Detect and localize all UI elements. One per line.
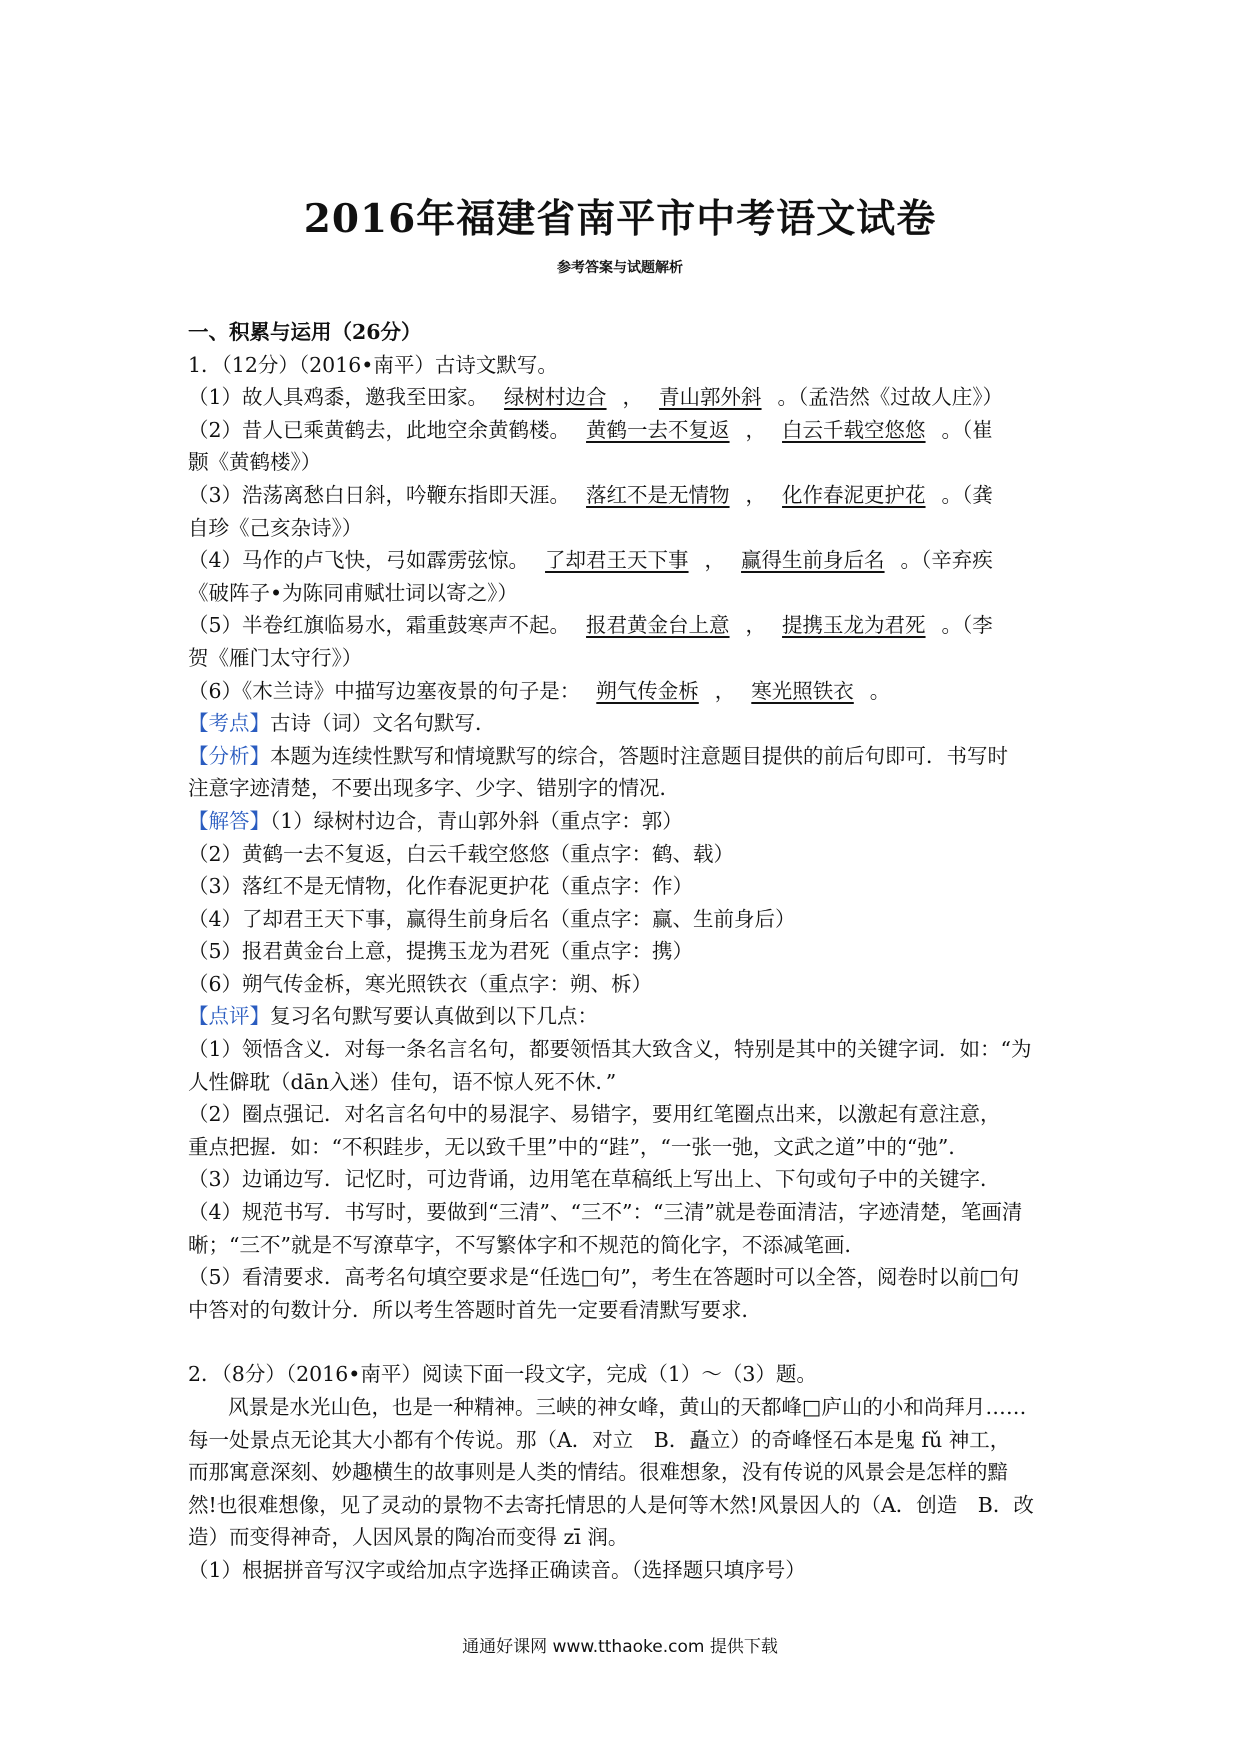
source-note: 。（孟浩然《过故人庄》）: [777, 385, 1004, 410]
q1-line-1: [188, 381, 1068, 414]
section-title: 一、积累与运用（26分）: [188, 320, 422, 344]
comma: ，: [745, 417, 767, 442]
q1-line-5: [188, 609, 1068, 642]
point-3: （3）边诵边写．记忆时，可边背诵，边用笔在草稿纸上写出上、下句或句子中的关键字．: [188, 1167, 1001, 1192]
answer-blank: 赢得生前身后名: [741, 548, 885, 573]
spacer: [188, 1326, 1068, 1358]
question-text: （6）《木兰诗》中描写边塞夜景的句子是：: [188, 678, 581, 703]
q1-header: 1．（12分）（2016•南平）古诗文默写。: [188, 352, 558, 377]
answer-blank: 绿树村边合: [504, 385, 607, 410]
fenxi-line: [188, 740, 1068, 773]
answer-blank: 朔气传金柝: [596, 678, 699, 703]
q1-line-3-cont: 自珍《己亥杂诗》）: [188, 515, 363, 540]
question-text: （1）故人具鸡黍，邀我至田家。: [188, 385, 489, 410]
answer-blank: 落红不是无情物: [586, 482, 730, 507]
page-subtitle: 参考答案与试题解析: [557, 260, 683, 276]
point-5-cont: 中答对的句数计分．所以考生答题时首先一定要看清默写要求．: [188, 1297, 762, 1322]
source-note: 。（崔: [941, 417, 993, 442]
kaodian-line: [188, 707, 1068, 740]
q1-line-2-cont: 颢《黄鹤楼》）: [188, 450, 322, 475]
comma: ，: [745, 613, 767, 638]
q2-header: 2．（8分）（2016•南平）阅读下面一段文字，完成（1）～（3）题。: [188, 1362, 817, 1387]
answer-blank: 了却君王天下事: [545, 548, 689, 573]
answer-blank: 黄鹤一去不复返: [586, 417, 730, 442]
point-4-cont: 晰；“三不”就是不写潦草字，不写繁体字和不规范的简化字，不添减笔画．: [188, 1232, 865, 1257]
jieda-text: （1）绿树村边合，青山郭外斜（重点字：郭）: [270, 808, 683, 833]
jieda-line-6: （6）朔气传金柝，寒光照铁衣（重点字：朔、柝）: [188, 971, 653, 996]
jieda-line-2: （2）黄鹤一去不复返，白云千载空悠悠（重点字：鹤、载）: [188, 841, 735, 866]
point-2-cont: 重点把握．如：“不积跬步，无以致千里”中的“跬”，“一张一弛，文武之道”中的“弛”．: [188, 1134, 969, 1159]
footer-credit: 通通好课网 www.tthaoke.com 提供下载: [462, 1637, 778, 1657]
q2-passage-line-1: 风景是水光山色，也是一种精神。三峡的神女峰，黄山的天都峰□庐山的小和尚拜月……: [228, 1395, 1027, 1419]
dianping-tag: 【点评】: [188, 1004, 270, 1029]
source-note: 。（李: [941, 613, 993, 638]
comma: ，: [704, 548, 726, 573]
q2-passage-line-2: 每一处景点无论其大小都有个传说。那（A．对立 B．矗立）的奇峰怪石本是鬼 fǔ 神工，: [188, 1427, 1011, 1452]
jieda-line-5: （5）报君黄金台上意，提携玉龙为君死（重点字：携）: [188, 939, 694, 964]
answer-blank: 报君黄金台上意: [586, 613, 730, 638]
answer-blank: 化作春泥更护花: [782, 482, 926, 507]
jieda-line-3: （3）落红不是无情物，化作春泥更护花（重点字：作）: [188, 874, 694, 899]
comma: ，: [622, 385, 644, 410]
fenxi-tag: 【分析】: [188, 743, 270, 768]
dianping-line: [188, 1000, 1068, 1033]
answer-blank: 寒光照铁衣: [751, 678, 854, 703]
answer-blank: 青山郭外斜: [659, 385, 762, 410]
jieda-line: [188, 805, 1068, 838]
answer-blank: 白云千载空悠悠: [782, 417, 926, 442]
jieda-tag: 【解答】: [188, 808, 270, 833]
question-text: （5）半卷红旗临易水，霜重鼓寒声不起。: [188, 613, 571, 638]
q1-line-6: [188, 675, 1068, 708]
kaodian-text: 古诗（词）文名句默写．: [270, 711, 496, 736]
page-content: [188, 316, 1068, 1587]
source-note: 。（龚: [941, 482, 993, 507]
dianping-text: 复习名句默写要认真做到以下几点：: [270, 1004, 598, 1029]
point-1-cont: 人性僻耽（dān入迷）佳句，语不惊人死不休．”: [188, 1069, 617, 1094]
q2-passage-line-5: 造）而变得神奇，人因风景的陶冶而变得 zī 润。: [188, 1525, 629, 1550]
page-title: 2016年福建省南平市中考语文试卷: [303, 196, 937, 242]
q1-line-2: [188, 414, 1068, 447]
fenxi-line-cont: 注意字迹清楚，不要出现多字、少字、错别字的情况．: [188, 776, 680, 801]
q1-line-5-cont: 贺《雁门太守行》）: [188, 645, 363, 670]
jieda-line-4: （4）了却君王天下事，赢得生前身后名（重点字：赢、生前身后）: [188, 906, 796, 931]
q2-passage-line-4: 然!也很难想像，见了灵动的景物不去寄托情思的人是何等木然!风景因人的（A．创造 B．改: [188, 1492, 1034, 1517]
q1-line-4: [188, 544, 1068, 577]
question-text: （2）昔人已乘黄鹤去，此地空余黄鹤楼。: [188, 417, 571, 442]
q2-passage-line-3: 而那寓意深刻、妙趣横生的故事则是人类的情结。很难想象，没有传说的风景会是怎样的黯: [188, 1460, 1008, 1485]
point-2: （2）圈点强记．对名言名句中的易混字、易错字，要用红笔圈点出来，以激起有意注意，: [188, 1102, 1001, 1127]
point-1: （1）领悟含义．对每一条名言名句，都要领悟其大致含义，特别是其中的关键字词．如：“为: [188, 1037, 1032, 1062]
comma: ，: [714, 678, 736, 703]
source-note: 。（辛弃疾: [900, 548, 993, 573]
comma: ，: [745, 482, 767, 507]
q2-subquestion-1: （1）根据拼音写汉字或给加点字选择正确读音。（选择题只填序号）: [188, 1557, 806, 1582]
fenxi-text: 本题为连续性默写和情境默写的综合，答题时注意题目提供的前后句即可．书写时: [270, 743, 1008, 768]
point-5: （5）看清要求．高考名句填空要求是“任选□句”，考生在答题时可以全答，阅卷时以前□句: [188, 1265, 1020, 1290]
question-text: （4）马作的卢飞快，弓如霹雳弦惊。: [188, 548, 530, 573]
source-note: 。: [869, 678, 891, 703]
q1-line-3: [188, 479, 1068, 512]
kaodian-tag: 【考点】: [188, 711, 270, 736]
question-text: （3）浩荡离愁白日斜，吟鞭东指即天涯。: [188, 482, 571, 507]
point-4: （4）规范书写．书写时，要做到“三清”、“三不”：“三清”就是卷面清洁，字迹清楚，笔画清: [188, 1200, 1023, 1225]
q1-line-4-cont: 《破阵子•为陈同甫赋壮词以寄之》）: [188, 580, 518, 605]
answer-blank: 提携玉龙为君死: [782, 613, 926, 638]
